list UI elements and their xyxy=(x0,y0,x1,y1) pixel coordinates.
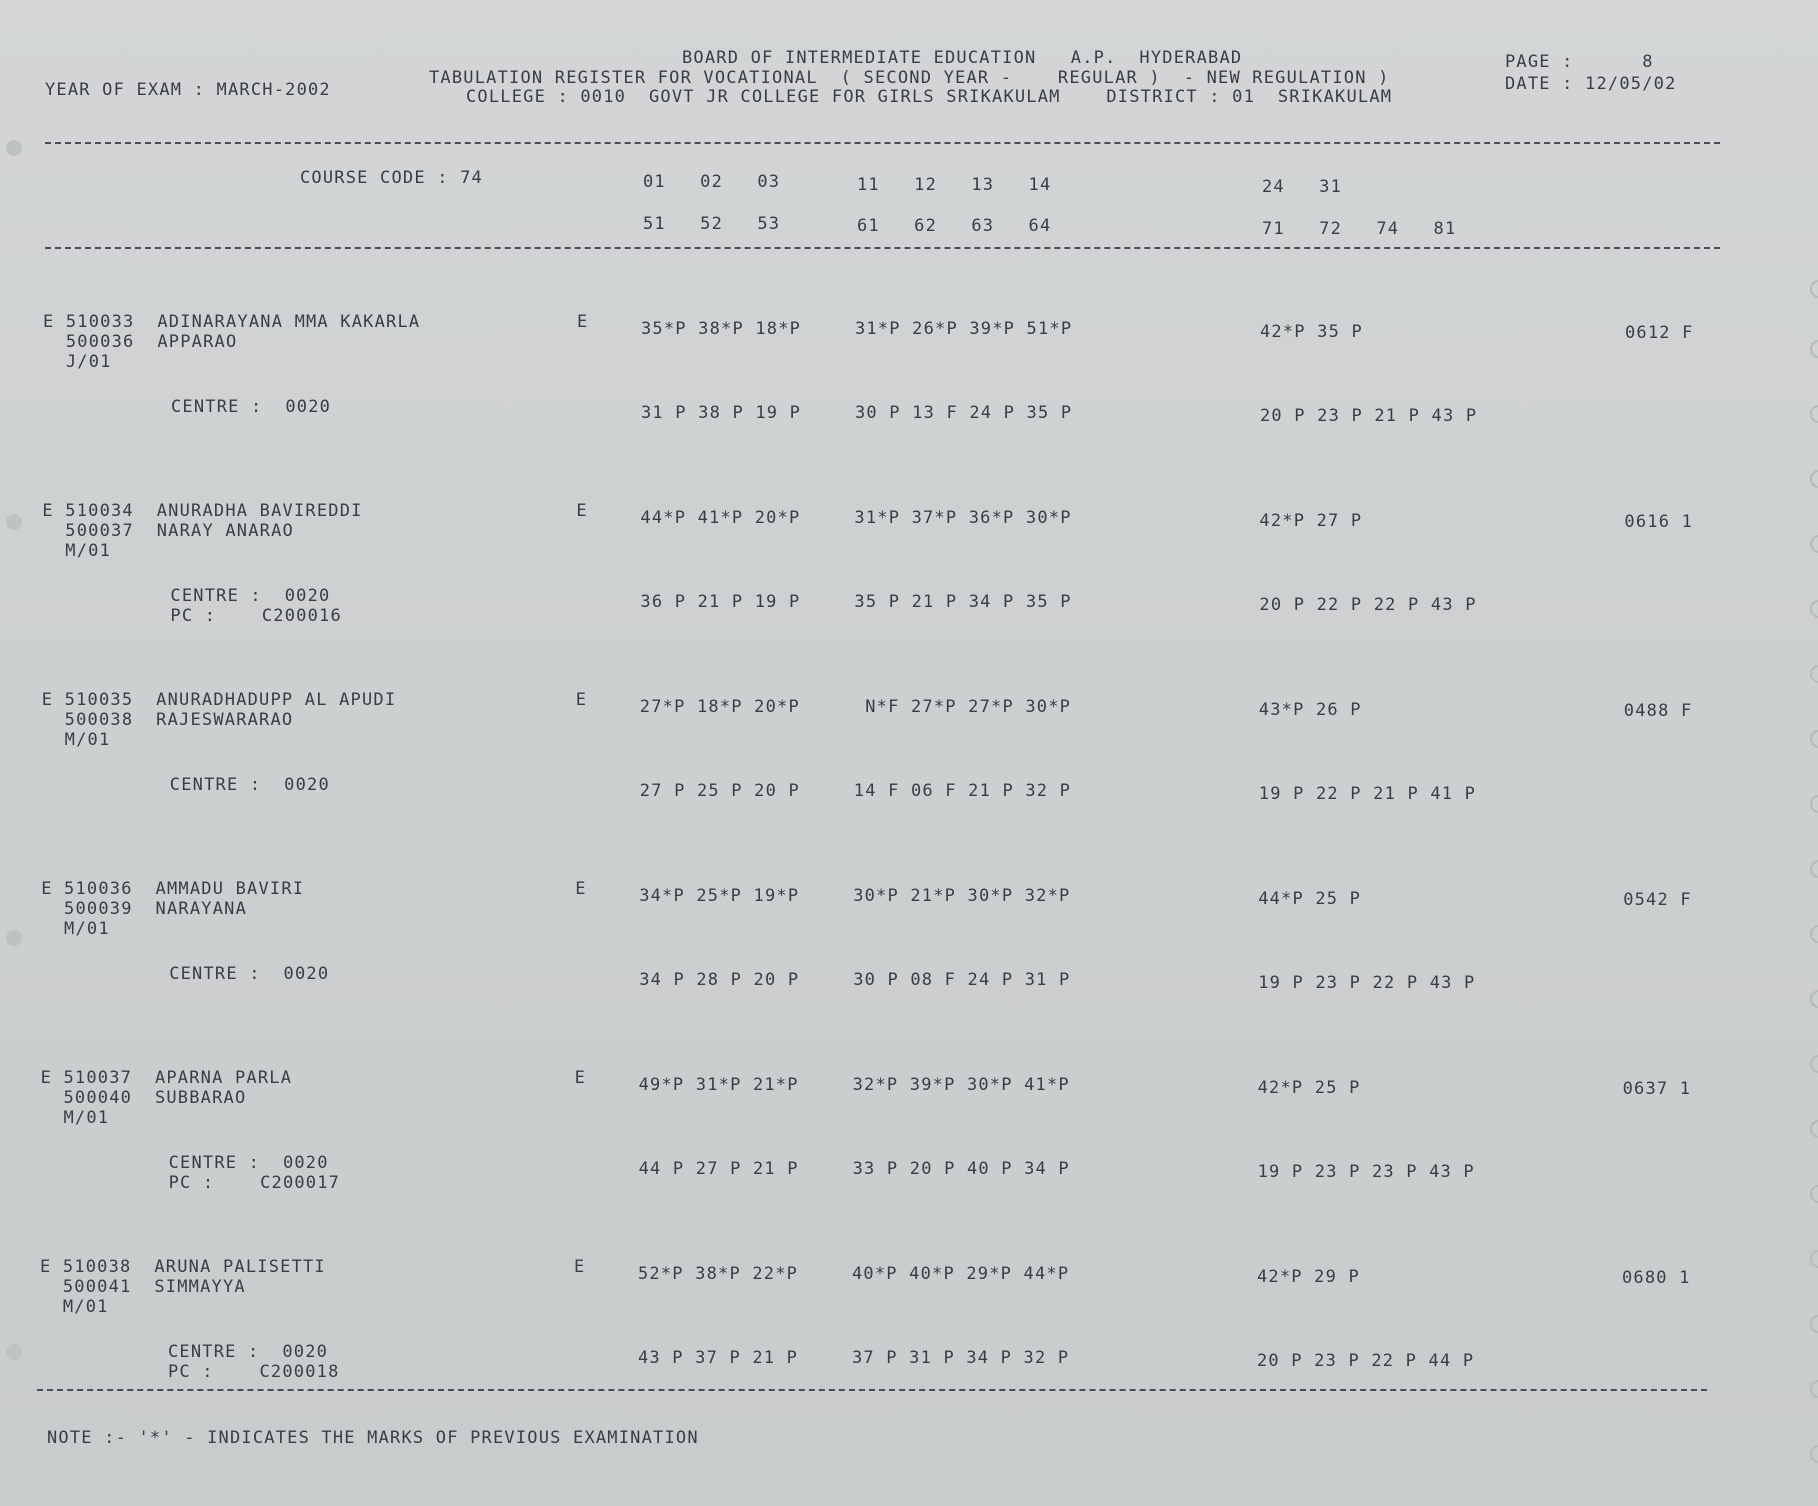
student-id-name: E 510038 ARUNA PALISETTI xyxy=(40,1257,326,1277)
marks-part1-group-c: 42*P 35 P xyxy=(1260,322,1363,342)
marks-part2-group-a: 43 P 37 P 21 P xyxy=(638,1348,799,1368)
marks-part2-group-a: 31 P 38 P 19 P xyxy=(641,403,802,423)
marks-part2-group-c: 20 P 23 P 22 P 44 P xyxy=(1257,1351,1475,1371)
student-medium: E xyxy=(575,690,588,710)
binding-hole xyxy=(1810,990,1818,1008)
binding-hole xyxy=(1810,1315,1818,1333)
marks-part1-group-b: N*F 27*P 27*P 30*P xyxy=(853,697,1072,717)
student-roll-guardian: 500037 NARAY ANARAO xyxy=(42,521,294,541)
marks-part2-group-b: 14 F 06 F 21 P 32 P xyxy=(853,781,1072,801)
binding-hole xyxy=(1810,1120,1818,1138)
student-medium: E xyxy=(576,501,588,521)
binding-hole xyxy=(1810,340,1818,358)
binding-hole xyxy=(1810,1380,1818,1398)
student-roll-guardian: 500039 NARAYANA xyxy=(41,899,248,919)
binding-hole xyxy=(1810,795,1818,813)
marks-part2-group-a: 36 P 21 P 19 P xyxy=(640,592,801,612)
punch-mark xyxy=(6,930,22,946)
student-total-result: 0637 1 xyxy=(1622,1079,1692,1099)
course-code: COURSE CODE : 74 xyxy=(300,168,483,188)
year-of-exam: YEAR OF EXAM : MARCH-2002 xyxy=(45,80,331,100)
binding-hole xyxy=(1810,1185,1818,1203)
student-total-result: 0612 F xyxy=(1625,323,1694,343)
column-codes-b: 11 12 13 14 xyxy=(857,175,1052,195)
binding-hole xyxy=(1810,470,1818,488)
punch-mark xyxy=(6,1344,22,1360)
college-line: COLLEGE : 0010 GOVT JR COLLEGE FOR GIRLS SRIKAKULAM DISTRICT : 01 SRIKAKULAM xyxy=(466,87,1393,107)
marks-part2-group-c: 19 P 23 P 23 P 43 P xyxy=(1257,1162,1475,1182)
student-id-name: E 510033 ADINARAYANA MMA KAKARLA xyxy=(43,312,421,332)
binding-hole xyxy=(1810,1250,1818,1268)
marks-part1-group-c: 44*P 25 P xyxy=(1258,889,1362,909)
marks-part2-group-a: 27 P 25 P 20 P xyxy=(639,781,800,801)
binding-hole xyxy=(1810,925,1818,943)
student-pc: PC : C200017 xyxy=(168,1173,341,1193)
student-id-name: E 510037 APARNA PARLA xyxy=(40,1068,293,1088)
student-centre: CENTRE : 0020 xyxy=(170,586,331,606)
student-group: M/01 xyxy=(42,541,111,561)
columns-divider xyxy=(45,247,1720,249)
register-title: TABULATION REGISTER FOR VOCATIONAL ( SECOND YEAR - REGULAR ) - NEW REGULATION ) xyxy=(429,68,1390,88)
binding-hole xyxy=(1810,600,1818,618)
student-group: M/01 xyxy=(40,1297,109,1317)
binding-hole xyxy=(1810,1445,1818,1463)
marks-part2-group-c: 20 P 22 P 22 P 43 P xyxy=(1259,595,1477,615)
binding-hole xyxy=(1810,280,1818,298)
column-codes-b2: 61 62 63 64 xyxy=(857,216,1052,236)
marks-part1-group-b: 30*P 21*P 30*P 32*P xyxy=(853,886,1071,906)
marks-part1-group-a: 34*P 25*P 19*P xyxy=(639,886,800,906)
binding-hole xyxy=(1810,860,1818,878)
marks-part1-group-b: 40*P 40*P 29*P 44*P xyxy=(852,1264,1070,1284)
marks-part2-group-b: 35 P 21 P 34 P 35 P xyxy=(854,592,1072,612)
student-total-result: 0616 1 xyxy=(1624,512,1693,532)
marks-part1-group-a: 44*P 41*P 20*P xyxy=(640,508,801,528)
column-codes-c2: 71 72 74 81 xyxy=(1262,219,1457,239)
binding-hole xyxy=(1810,535,1818,553)
student-medium: E xyxy=(574,1257,586,1277)
student-total-result: 0680 1 xyxy=(1622,1268,1691,1288)
student-centre: CENTRE : 0020 xyxy=(168,1153,329,1173)
student-total-result: 0542 F xyxy=(1623,890,1692,910)
binding-hole xyxy=(1810,405,1818,423)
student-medium: E xyxy=(575,879,587,899)
student-centre: CENTRE : 0020 xyxy=(169,964,330,984)
binding-hole xyxy=(1810,730,1818,748)
page-number: PAGE : 8 xyxy=(1505,52,1654,72)
student-id-name: E 510035 ANURADHADUPP AL APUDI xyxy=(41,690,397,710)
marks-part1-group-a: 52*P 38*P 22*P xyxy=(638,1264,799,1284)
marks-part2-group-c: 19 P 22 P 21 P 41 P xyxy=(1258,784,1477,804)
marks-part1-group-a: 35*P 38*P 18*P xyxy=(641,319,802,339)
student-pc: PC : C200018 xyxy=(168,1362,340,1382)
marks-part2-group-b: 30 P 13 F 24 P 35 P xyxy=(855,403,1073,423)
marks-part2-group-a: 44 P 27 P 21 P xyxy=(638,1159,799,1179)
marks-part1-group-a: 49*P 31*P 21*P xyxy=(638,1075,799,1095)
student-id-name: E 510036 AMMADU BAVIRI xyxy=(41,879,305,899)
student-centre: CENTRE : 0020 xyxy=(171,397,332,417)
student-group: M/01 xyxy=(41,730,111,750)
student-roll-guardian: 500041 SIMMAYYA xyxy=(40,1277,246,1297)
student-group: M/01 xyxy=(41,919,110,939)
student-centre: CENTRE : 0020 xyxy=(168,1342,329,1362)
column-codes-a2: 51 52 53 xyxy=(643,214,781,234)
header-divider xyxy=(45,142,1720,144)
student-roll-guardian: 500038 RAJESWARARAO xyxy=(41,710,294,730)
print-date: DATE : 12/05/02 xyxy=(1505,74,1677,94)
marks-part1-group-c: 43*P 26 P xyxy=(1258,700,1362,720)
punch-mark xyxy=(6,514,22,530)
student-centre: CENTRE : 0020 xyxy=(169,775,330,795)
marks-part2-group-b: 30 P 08 F 24 P 31 P xyxy=(853,970,1071,990)
column-codes-a: 01 02 03 xyxy=(643,172,781,192)
student-roll-guardian: 500040 SUBBARAO xyxy=(40,1088,247,1108)
marks-part2-group-c: 19 P 23 P 22 P 43 P xyxy=(1258,973,1476,993)
student-total-result: 0488 F xyxy=(1623,701,1693,721)
binding-hole xyxy=(1810,1055,1818,1073)
marks-part1-group-b: 31*P 37*P 36*P 30*P xyxy=(854,508,1072,528)
student-medium: E xyxy=(577,312,589,332)
student-roll-guardian: 500036 APPARAO xyxy=(43,332,238,352)
marks-part1-group-b: 31*P 26*P 39*P 51*P xyxy=(855,319,1073,339)
board-title: BOARD OF INTERMEDIATE EDUCATION A.P. HYDERABAD xyxy=(682,48,1243,68)
marks-part2-group-c: 20 P 23 P 21 P 43 P xyxy=(1260,406,1478,426)
marks-part2-group-b: 33 P 20 P 40 P 34 P xyxy=(852,1159,1070,1179)
marks-part2-group-a: 34 P 28 P 20 P xyxy=(639,970,800,990)
student-group: J/01 xyxy=(43,352,112,372)
student-pc: PC : C200016 xyxy=(170,606,342,626)
column-codes-c: 24 31 xyxy=(1262,177,1343,197)
student-medium: E xyxy=(574,1068,587,1088)
student-group: M/01 xyxy=(40,1108,110,1128)
note-text: NOTE :- '*' - INDICATES THE MARKS OF PREVIOUS EXAMINATION xyxy=(47,1428,699,1448)
marks-part1-group-c: 42*P 27 P xyxy=(1259,511,1363,531)
marks-part1-group-a: 27*P 18*P 20*P xyxy=(639,697,800,717)
marks-part2-group-b: 37 P 31 P 34 P 32 P xyxy=(852,1348,1070,1368)
student-id-name: E 510034 ANURADHA BAVIREDDI xyxy=(42,501,363,521)
binding-hole xyxy=(1810,665,1818,683)
marks-part1-group-c: 42*P 25 P xyxy=(1257,1078,1361,1098)
footer-divider xyxy=(37,1389,1707,1391)
punch-mark xyxy=(6,140,22,156)
marks-part1-group-b: 32*P 39*P 30*P 41*P xyxy=(852,1075,1070,1095)
marks-part1-group-c: 42*P 29 P xyxy=(1257,1267,1360,1287)
